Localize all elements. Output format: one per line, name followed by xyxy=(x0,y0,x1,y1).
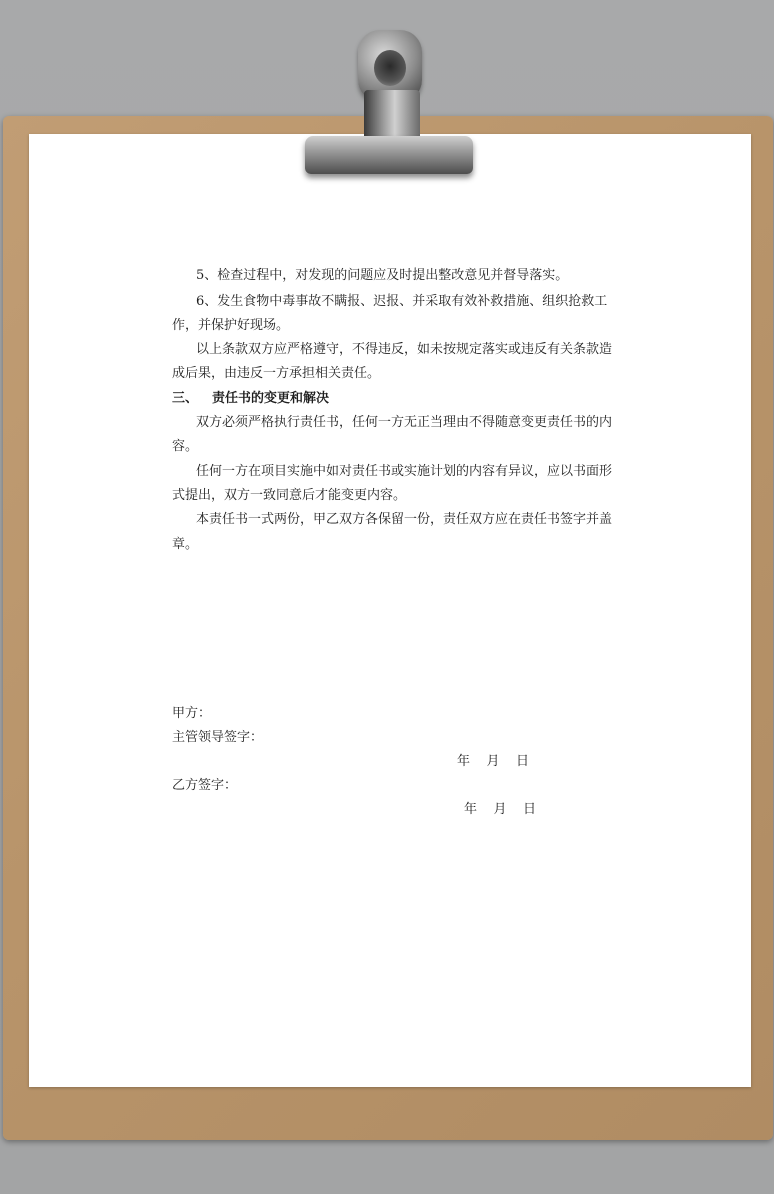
supervisor-signature-label: 主管领导签字： xyxy=(172,730,264,745)
binder-clip-neck xyxy=(364,90,420,142)
section-heading: 责任书的变更和解决 xyxy=(212,391,330,406)
item-6-line-1: 6、发生食物中毒事故不瞒报、迟报、并采取有效补救措施、组织抢救工 xyxy=(196,294,608,309)
change-clause-line-2: 容。 xyxy=(172,439,199,454)
copies-clause-line-1: 本责任书一式两份，甲乙双方各保留一份，责任双方应在责任书签字并盖 xyxy=(196,512,613,527)
item-6-line-2: 作，并保护好现场。 xyxy=(172,318,290,333)
clause-compliance-line-1: 以上条款双方应严格遵守，不得违反，如未按规定落实或违反有关条款造 xyxy=(196,342,613,357)
date-line-1: 年 月 日 xyxy=(457,754,530,769)
date-line-2: 年 月 日 xyxy=(464,802,537,817)
dispute-clause-line-1: 任何一方在项目实施中如对责任书或实施计划的内容有异议，应以书面形 xyxy=(196,464,613,479)
copies-clause-line-2: 章。 xyxy=(172,537,199,552)
clause-compliance-line-2: 成后果，由违反一方承担相关责任。 xyxy=(172,366,381,381)
section-number: 三、 xyxy=(172,391,199,406)
party-a-label: 甲方： xyxy=(172,706,212,721)
item-5-line: 5、检查过程中，对发现的问题应及时提出整改意见并督导落实。 xyxy=(196,268,569,283)
dispute-clause-line-2: 式提出，双方一致同意后才能变更内容。 xyxy=(172,488,407,503)
change-clause-line-1: 双方必须严格执行责任书，任何一方无正当理由不得随意变更责任书的内 xyxy=(196,415,613,430)
party-b-signature-label: 乙方签字： xyxy=(172,778,238,793)
binder-clip-hole xyxy=(374,50,406,86)
binder-clip-base-icon xyxy=(305,136,473,174)
